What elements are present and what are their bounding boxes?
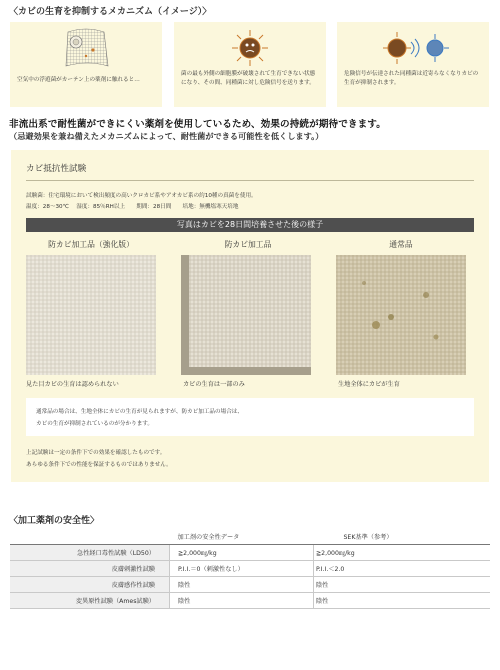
result-note-line-1: 通常品の場合は、生地全体にカビの生育が見られますが、防カビ加工品の場合は、 (36, 409, 243, 415)
danger-signal-illustration (377, 28, 451, 68)
table-header-agent-data: 加工剤の安全性データ (170, 529, 314, 545)
column-title-regular: 通常品 (389, 240, 413, 249)
headline-main: 非流出系で耐性菌ができにくい薬剤を使用しているため、効果の持続が期待できます。 (9, 119, 386, 130)
row-label: 変異原性試験（Ames試験） (10, 593, 170, 609)
sek-value: ≧2,000㎎/kg (314, 545, 491, 561)
mechanism-step-2-text: 菌の最も外側の細胞膜が破壊されて生育できない状態になり、その間、同種菌に対し危険信号を送ります。 (181, 71, 316, 86)
headline-sub: （忌避効果を兼ね備えたメカニズムによって、耐性菌ができる可能性を低くします。） (9, 131, 324, 141)
table-row (10, 561, 490, 577)
mechanism-heading: 〈カビの生育を抑制するメカニズム（イメージ）〉 (9, 7, 212, 17)
agent-value: ≧2,000㎎/kg (170, 545, 314, 561)
row-label: 皮膚刺激性試験 (10, 561, 170, 577)
result-note-line-2: カビの生育が抑制されているのが分かります。 (36, 421, 154, 427)
sek-value: 陰性 (314, 593, 491, 609)
test-title: カビ抵抗性試験 (26, 164, 87, 174)
safety-heading: 〈加工薬剤の安全性〉 (9, 516, 100, 526)
disclaimer-line-1: 上記試験は一定の条件下での効果を確認したものです。 (26, 450, 166, 456)
row-label: 皮膚感作性試験 (10, 577, 170, 593)
table-row (10, 593, 490, 609)
result-note (26, 398, 474, 436)
table-header-row (10, 529, 490, 545)
fabric-photo-regular (336, 255, 466, 375)
agent-value: 陰性 (170, 577, 314, 593)
fabric-photo-antimold (181, 255, 311, 375)
divider (26, 180, 474, 181)
safety-table (10, 529, 490, 609)
caption-enhanced: 見た目カビの生育は認められない (26, 381, 119, 388)
test-conditions-2: 温度：28〜30℃ 湿度：85％RH以上 期間：28日間 培地：無機塩寒天培地 (26, 204, 239, 210)
sek-value: P.I.I.＜2.0 (314, 561, 491, 577)
fabric-photo-enhanced (26, 255, 156, 375)
disclaimer-line-2: あらゆる条件下での性能を保証するものではありません。 (26, 462, 172, 468)
fungus-damaged-illustration (226, 28, 274, 68)
mechanism-step-1 (10, 22, 162, 107)
table-header-empty (10, 529, 170, 545)
mechanism-step-2 (174, 22, 326, 107)
table-header-sek-standard: SEK基準（参考） (314, 529, 491, 545)
agent-value: P.I.I.＝0（刺激性なし） (170, 561, 314, 577)
caption-antimold: カビの生育は一部のみ (183, 381, 245, 388)
table-row (10, 545, 490, 561)
caption-regular: 生地全体にカビが生育 (338, 381, 400, 388)
mechanism-step-3-text: 危険信号が伝達された同種菌は近寄らなくなりカビの生育が抑制されます。 (344, 71, 479, 86)
photo-band: 写真はカビを28日間培養させた後の様子 (26, 218, 474, 232)
mechanism-step-1-text: 空気中の浮遊菌がカーテン上の薬剤に触れると… (17, 77, 140, 83)
sek-value: 陰性 (314, 577, 491, 593)
test-conditions-1: 試験菌：住宅環境において検出頻度の高いクロカビ系やアオカビ系の約10種の真菌を使用。 (26, 193, 257, 199)
agent-value: 陰性 (170, 593, 314, 609)
mechanism-step-3 (337, 22, 489, 107)
column-title-enhanced: 防カビ加工品（強化版） (48, 240, 134, 249)
column-title-antimold: 防カビ加工品 (224, 240, 272, 249)
curtain-fabric-illustration (58, 26, 116, 70)
row-label: 急性経口毒性試験（LD50） (10, 545, 170, 561)
table-row (10, 577, 490, 593)
mold-resistance-test-panel (11, 150, 489, 482)
